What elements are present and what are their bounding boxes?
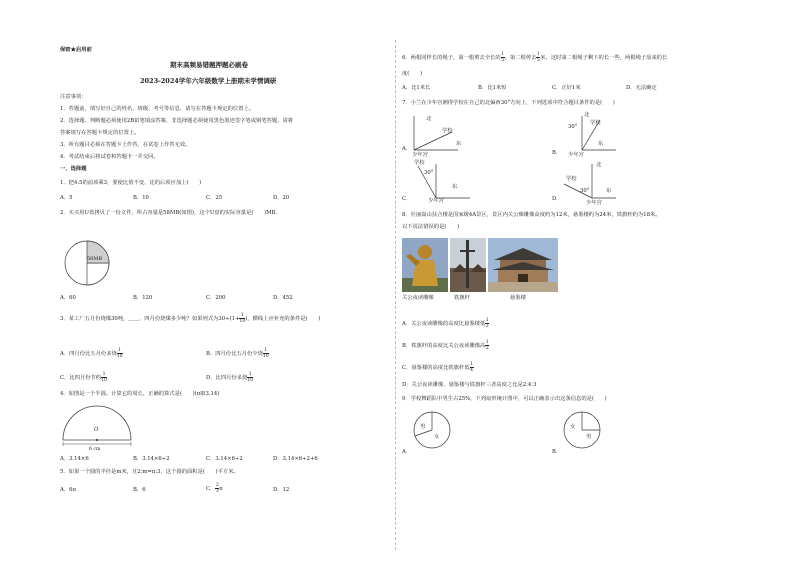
q7b-school: 学校 — [590, 120, 601, 126]
q8-option-d[interactable]: D．关公夜读雕像、悬鉴楼与铁旗杆三者高度之比是2:4:3 — [402, 382, 537, 388]
q5-option-b[interactable]: B．6 — [133, 487, 146, 493]
q4-semicircle — [60, 404, 134, 448]
q7c-east: 东 — [452, 184, 458, 190]
q7a-youth: 少年宫 — [412, 152, 428, 158]
q9b-male: 男 — [586, 434, 592, 440]
q6-stem-cont: 度( ) — [402, 71, 423, 77]
q7c-youth: 少年宫 — [428, 198, 444, 204]
option-text: C．悬鉴楼的高度比铁旗杆低 — [402, 365, 470, 371]
column-divider — [395, 40, 396, 550]
q2-pie-chart — [62, 238, 112, 288]
frac-den: 10 — [101, 378, 107, 383]
q2-option-a[interactable]: A．60 — [60, 295, 76, 301]
q7d-east: 东 — [606, 188, 612, 194]
q3-option-b[interactable] — [206, 348, 269, 359]
exam-title: 期末高频易错题押题必刷卷 — [170, 61, 248, 69]
iron-pole-photo — [450, 238, 486, 292]
frac-num: 1 — [470, 362, 473, 367]
frac-num: 1 — [485, 340, 489, 345]
q4-stem: 4．如图是一个半圆。计算它的周长，正确的算式是( )(π取3.14) — [60, 391, 220, 397]
frac-num: 1 — [501, 52, 505, 57]
q7-stem: 7．小兰在少年宫测得学校在自己的北偏西30°方向上，下列选项中符合题目条件的是( ) — [402, 100, 615, 106]
frac-den: 10 — [116, 354, 123, 359]
q9-option-a[interactable]: A． — [402, 449, 412, 455]
q1-option-d[interactable]: D．20 — [273, 195, 290, 201]
option-text: B．铁旗杆的高度比关公夜读雕像高 — [402, 343, 486, 349]
frac-den: 10 — [239, 319, 246, 324]
q7-option-a[interactable]: A． — [402, 146, 412, 152]
frac-den: 5 — [501, 58, 505, 63]
q5-stem: 5．如果一个圆的半径是m米，且2:m=π:3，这个圆的面积是( )平方米。 — [60, 469, 239, 475]
q6-option-a[interactable]: A．比1米长 — [402, 85, 431, 91]
q1-option-a[interactable]: A．5 — [60, 195, 73, 201]
q7d-deg: 30° — [580, 188, 590, 194]
note-item: 1．答题前，填写好自己的姓名、班级、考号等信息，请写在答题卡规定的位置上。 — [60, 106, 255, 112]
secret-mark: 保密★启用前 — [60, 47, 92, 53]
option-text: A．关公夜读雕像的高度比悬鉴楼低 — [402, 321, 486, 327]
q9a-male: 男 — [420, 424, 426, 430]
q7b-deg: 30° — [568, 124, 578, 130]
q5-option-a[interactable]: A．6π — [60, 487, 76, 493]
frac-den: 3 — [215, 489, 219, 494]
statue-photo — [402, 238, 448, 292]
fraction — [263, 348, 269, 359]
q7b-youth: 少年宫 — [568, 152, 584, 158]
frac-num: 1 — [485, 318, 489, 323]
q1-stem: 1．把4:5的前项乘3，要使比值不变，比的后项应加上( ) — [60, 180, 202, 186]
frac-num: 1 — [264, 348, 268, 353]
q2-pie-label: 58MB — [87, 256, 103, 262]
frac-den: 10 — [247, 378, 254, 383]
q9-pie-b — [562, 410, 602, 450]
q8-stem-cont: 以下说法错误的是( ) — [402, 224, 460, 230]
frac-num: 2 — [215, 483, 219, 488]
q4-dimension: 6 cm — [89, 447, 101, 452]
caption-pole: 铁旗杆 — [454, 295, 470, 301]
q1-option-b[interactable]: B．10 — [133, 195, 149, 201]
q6-stem — [402, 52, 667, 63]
frac-den: 2 — [485, 324, 489, 329]
q7b-east: 东 — [598, 141, 604, 147]
caption-statue: 关公夜读雕像 — [402, 295, 434, 301]
q8-option-c[interactable] — [402, 362, 474, 373]
q8-option-a[interactable] — [402, 318, 489, 329]
q7a-north: 北 — [426, 116, 432, 122]
fraction — [485, 318, 489, 329]
q3-option-c[interactable] — [60, 372, 107, 383]
q6-option-d[interactable]: D．无法确定 — [626, 85, 657, 91]
q2-option-c[interactable]: C．200 — [206, 295, 226, 301]
fraction — [247, 372, 253, 383]
q2-option-b[interactable]: B．120 — [133, 295, 153, 301]
q3-option-a[interactable] — [60, 348, 123, 359]
q7a-east: 东 — [456, 141, 462, 147]
fraction — [117, 348, 123, 359]
q8-stem: 8．壮丽嵩山扶合楼是国家级4A景区，景区内关公像雕像高度约为12米，悬鉴楼约为24米，铁旗杆约为18米。 — [402, 212, 661, 218]
stem-text: 6．两根同样长的绳子，第一根剪去全长的 — [402, 55, 501, 61]
q4-option-d[interactable]: D．3.14×6÷2+6 — [273, 456, 318, 462]
q7-option-d[interactable]: D． — [552, 196, 562, 202]
note-item: 2．选择题、判断题必须使用2B铅笔填涂答案，非选择题必须使用黑色墨迹签字笔或钢笔答题，请将 — [60, 118, 294, 124]
q9-pie-a — [412, 410, 452, 450]
option-text: A．四月份比五月份多烧 — [60, 351, 117, 357]
q2-option-d[interactable]: D．452 — [273, 295, 293, 301]
frac-num: 1 — [248, 372, 252, 377]
q4-option-c[interactable]: C．3.14×6÷2 — [206, 456, 243, 462]
pi-symbol: π — [219, 486, 223, 492]
section-heading: 一、选择题 — [60, 166, 87, 172]
q4-option-a[interactable]: A．3.14×6 — [60, 456, 89, 462]
frac-den: 2 — [485, 346, 489, 351]
q6-option-c[interactable]: C．正好1米 — [552, 85, 581, 91]
fraction — [101, 372, 107, 383]
option-text: B．四月份比五月份少烧 — [206, 351, 263, 357]
q7c-school: 学校 — [414, 160, 425, 166]
frac-den: 4 — [470, 368, 473, 373]
note-item: 3．所有题目必须在答题卡上作答，在试卷上作答无效。 — [60, 142, 191, 148]
q6-option-b[interactable]: B．比1米短 — [478, 85, 507, 91]
q4-option-b[interactable]: B．3.14×6÷2 — [133, 456, 170, 462]
frac-num: 1 — [118, 348, 122, 353]
q3-stem — [60, 313, 320, 324]
option-text: D．比四月份多烧 — [206, 375, 248, 381]
q5-option-c[interactable] — [206, 483, 223, 494]
stem-text: 米，这时第二根绳子剩下的长一些，两根绳子原来的长 — [540, 55, 668, 61]
exam-subtitle: 2023-2024学年六年级数学上册期末学情调研 — [140, 77, 277, 85]
q7-option-b[interactable]: B． — [552, 150, 562, 156]
q7-option-c[interactable]: C． — [402, 196, 412, 202]
q7d-north: 北 — [596, 162, 602, 168]
note-item: 答案填写在答题卡规定的位置上。 — [60, 130, 140, 136]
stem-text: ，第二根剪去 — [504, 55, 537, 61]
q2-stem: 2．买买用U盘拷贝了一份文件，所占容量是58MB(如图)，这个U盘的实际容量是( )MB. — [60, 210, 278, 216]
q9-stem: 9．学校舞蹈队中男生占25%，下列扇形统计图中，可以正确表示出这条信息的是( ) — [402, 396, 607, 402]
q9b-female: 女 — [570, 424, 576, 430]
fraction — [485, 340, 489, 351]
frac-den: 10 — [262, 354, 269, 359]
q8-option-b[interactable] — [402, 340, 489, 351]
tower-photo — [488, 238, 558, 292]
frac-num: 1 — [240, 313, 244, 318]
note-item: 4．考试结束后将试卷和答题卡一并交回。 — [60, 154, 159, 160]
option-text: C． — [206, 486, 216, 492]
frac-num: 1 — [102, 372, 106, 377]
q7d-youth: 少年宫 — [586, 200, 602, 206]
q7a-school: 学校 — [442, 128, 453, 134]
q9a-female: 女 — [434, 434, 440, 440]
q3-option-d[interactable] — [206, 372, 253, 383]
q7d-school: 学校 — [566, 176, 577, 182]
q7b-north: 北 — [584, 112, 590, 118]
q9-option-b[interactable]: B． — [552, 449, 562, 455]
fraction — [470, 362, 474, 373]
q7c-deg: 30° — [424, 170, 434, 176]
notes-heading: 注意事项： — [60, 94, 87, 100]
frac-num: 1 — [536, 52, 540, 57]
frac-den: 5 — [536, 58, 540, 63]
q1-option-c[interactable]: C．25 — [206, 195, 223, 201]
q4-center-label: O — [94, 427, 99, 433]
q5-option-d[interactable]: D．12 — [273, 487, 290, 493]
q3-stem-a: 3．某工厂五月份烧煤30吨，＿＿，四月份烧煤多少吨？如果列式为30÷(1+ — [60, 316, 240, 322]
q7-diagram-b — [560, 112, 620, 156]
option-text: C．比四月份节约 — [60, 375, 102, 381]
caption-tower: 悬鉴楼 — [510, 295, 526, 301]
q3-stem-b: )，横线上应补充的条件是( ) — [245, 316, 321, 322]
